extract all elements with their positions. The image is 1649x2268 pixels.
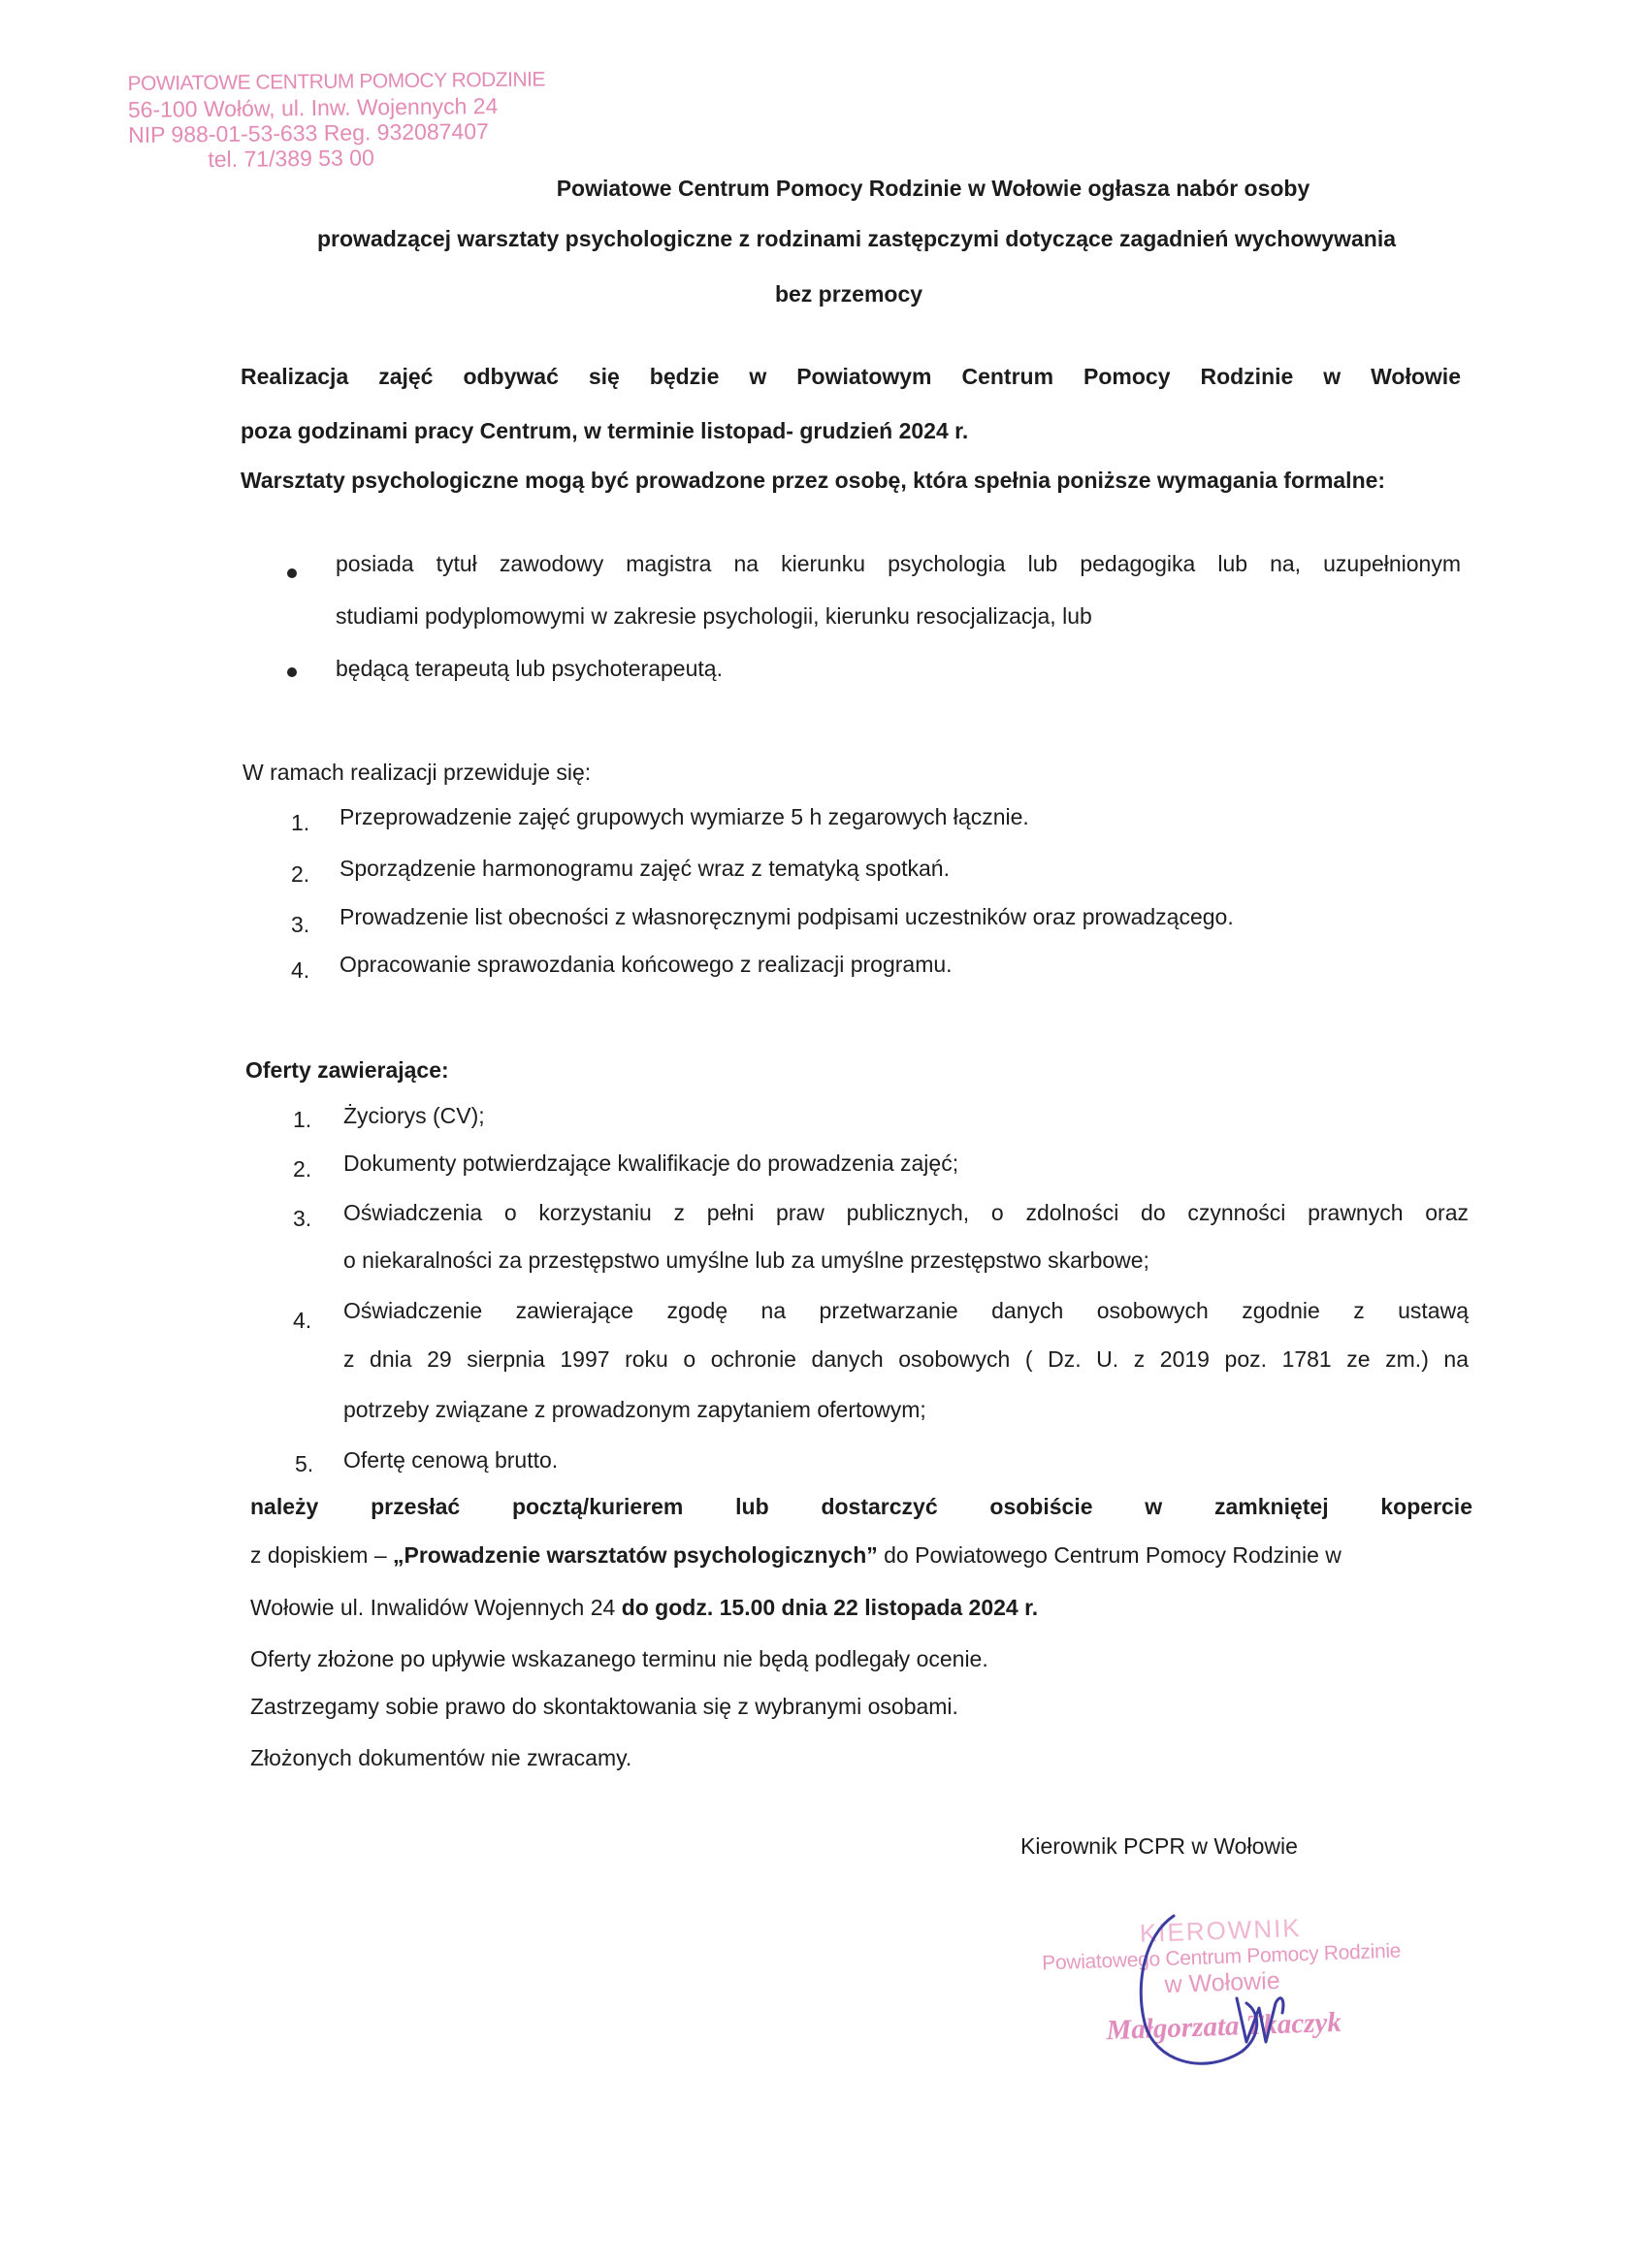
- submission-line-3-pre: Wołowie ul. Inwalidów Wojennych 24: [250, 1595, 622, 1620]
- offer-num-1: 1.: [293, 1107, 312, 1132]
- note-3: Złożonych dokumentów nie zwracamy.: [250, 1745, 632, 1770]
- offer-item-3-line-1: Oświadczenia o korzystaniu z pełni praw publicznych, o zdolności do czynności prawnych oraz: [343, 1200, 1469, 1225]
- submission-line-2-pre: z dopiskiem –: [250, 1542, 394, 1568]
- stamp-line-1: POWIATOWE CENTRUM POMOCY RODZINIE: [127, 68, 546, 95]
- bullet-icon: [287, 568, 297, 578]
- requirement-1-line-2: studiami podyplomowymi w zakresie psychologii, kierunku resocjalizacja, lub: [336, 603, 1092, 629]
- offer-num-4: 4.: [293, 1308, 312, 1333]
- stamp-line-2: 56-100 Wołów, ul. Inw. Wojennych 24: [127, 92, 499, 122]
- scope-item-4: Opracowanie sprawozdania końcowego z realizacji programu.: [340, 952, 953, 977]
- offer-item-1: Życiorys (CV);: [343, 1103, 485, 1128]
- scope-item-1: Przeprowadzenie zajęć grupowych wymiarze 5 h zegarowych łącznie.: [340, 804, 1029, 829]
- header-stamp: [127, 68, 546, 173]
- scope-item-3: Prowadzenie list obecności z własnoręcznymi podpisami uczestników oraz prowadzącego.: [340, 904, 1234, 929]
- offer-item-3-line-2: o niekaralności za przestępstwo umyślne lub za umyślne przestępstwo skarbowe;: [343, 1247, 1149, 1273]
- title-line-1: Powiatowe Centrum Pomocy Rodzinie w Wołowie ogłasza nabór osoby: [556, 176, 1310, 201]
- stamp-line-3: NIP 988-01-53-633 Reg. 932087407: [128, 118, 489, 147]
- scope-num-1: 1.: [291, 810, 310, 835]
- scope-num-3: 3.: [291, 912, 310, 937]
- submission-line-3: [250, 1595, 1038, 1621]
- offer-num-2: 2.: [293, 1156, 312, 1182]
- offer-item-4-line-2: z dnia 29 sierpnia 1997 roku o ochronie danych osobowych ( Dz. U. z 2019 poz. 1781 ze zm.) na: [343, 1346, 1469, 1372]
- intro-line-1: Realizacja zajęć odbywać się będzie w Powiatowym Centrum Pomocy Rodzinie w Wołowie: [241, 364, 1461, 389]
- submission-line-1: należy przesłać pocztą/kurierem lub dostarczyć osobiście w zamkniętej kopercie: [250, 1494, 1472, 1519]
- signatory-title: Kierownik PCPR w Wołowie: [1020, 1833, 1298, 1859]
- offer-item-4-line-3: potrzeby związane z prowadzonym zapytaniem ofertowym;: [343, 1397, 926, 1422]
- stamp-line-4: tel. 71/389 53 00: [208, 145, 374, 173]
- signature-stamp-line-1: KIEROWNIK: [1139, 1913, 1303, 1948]
- intro-line-3: Warsztaty psychologiczne mogą być prowadzone przez osobę, która spełnia poniższe wymagania formalne:: [241, 468, 1386, 493]
- offer-num-3: 3.: [293, 1206, 312, 1231]
- bullet-icon: [287, 667, 297, 677]
- offer-item-4-line-1: Oświadczenie zawierające zgodę na przetwarzanie danych osobowych zgodnie z ustawą: [343, 1298, 1469, 1323]
- title-line-3: bez przemocy: [774, 281, 923, 307]
- offer-item-2: Dokumenty potwierdzające kwalifikacje do prowadzenia zajęć;: [343, 1150, 959, 1176]
- intro-line-2: poza godzinami pracy Centrum, w terminie listopad- grudzień 2024 r.: [241, 418, 969, 443]
- offer-num-5: 5.: [295, 1451, 314, 1476]
- signature-stamp-line-3: w Wołowie: [1164, 1966, 1281, 1999]
- submission-line-2-post: do Powiatowego Centrum Pomocy Rodzinie w: [877, 1542, 1342, 1568]
- submission-line-2: [250, 1542, 1342, 1569]
- submission-line-2-bold: „Prowadzenie warsztatów psychologicznych”: [393, 1542, 878, 1568]
- scope-item-2: Sporządzenie harmonogramu zajęć wraz z tematyką spotkań.: [340, 856, 950, 881]
- signature-stamp-line-2: Powiatowego Centrum Pomocy Rodzinie: [1041, 1939, 1402, 1975]
- scope-heading: W ramach realizacji przewiduje się:: [242, 760, 592, 785]
- note-2: Zastrzegamy sobie prawo do skontaktowania się z wybranymi osobami.: [250, 1694, 958, 1719]
- scope-num-2: 2.: [291, 861, 310, 887]
- offers-heading: Oferty zawierające:: [245, 1057, 449, 1083]
- offer-item-5: Ofertę cenową brutto.: [343, 1447, 559, 1473]
- note-1: Oferty złożone po upływie wskazanego terminu nie będą podlegały ocenie.: [250, 1646, 988, 1671]
- requirement-2-line-1: będącą terapeutą lub psychoterapeutą.: [336, 656, 723, 681]
- signature-stamp-name: Małgorzata Tkaczyk: [1105, 2006, 1342, 2047]
- submission-line-3-bold: do godz. 15.00 dnia 22 listopada 2024 r.: [621, 1595, 1039, 1620]
- requirement-1-line-1: posiada tytuł zawodowy magistra na kierunku psychologia lub pedagogika lub na, uzupełnionym: [336, 551, 1461, 576]
- scope-num-4: 4.: [291, 957, 310, 983]
- title-line-2: prowadzącej warsztaty psychologiczne z rodzinami zastępczymi dotyczące zagadnień wychowywania: [317, 226, 1396, 251]
- handwritten-signature: [1116, 1906, 1339, 2081]
